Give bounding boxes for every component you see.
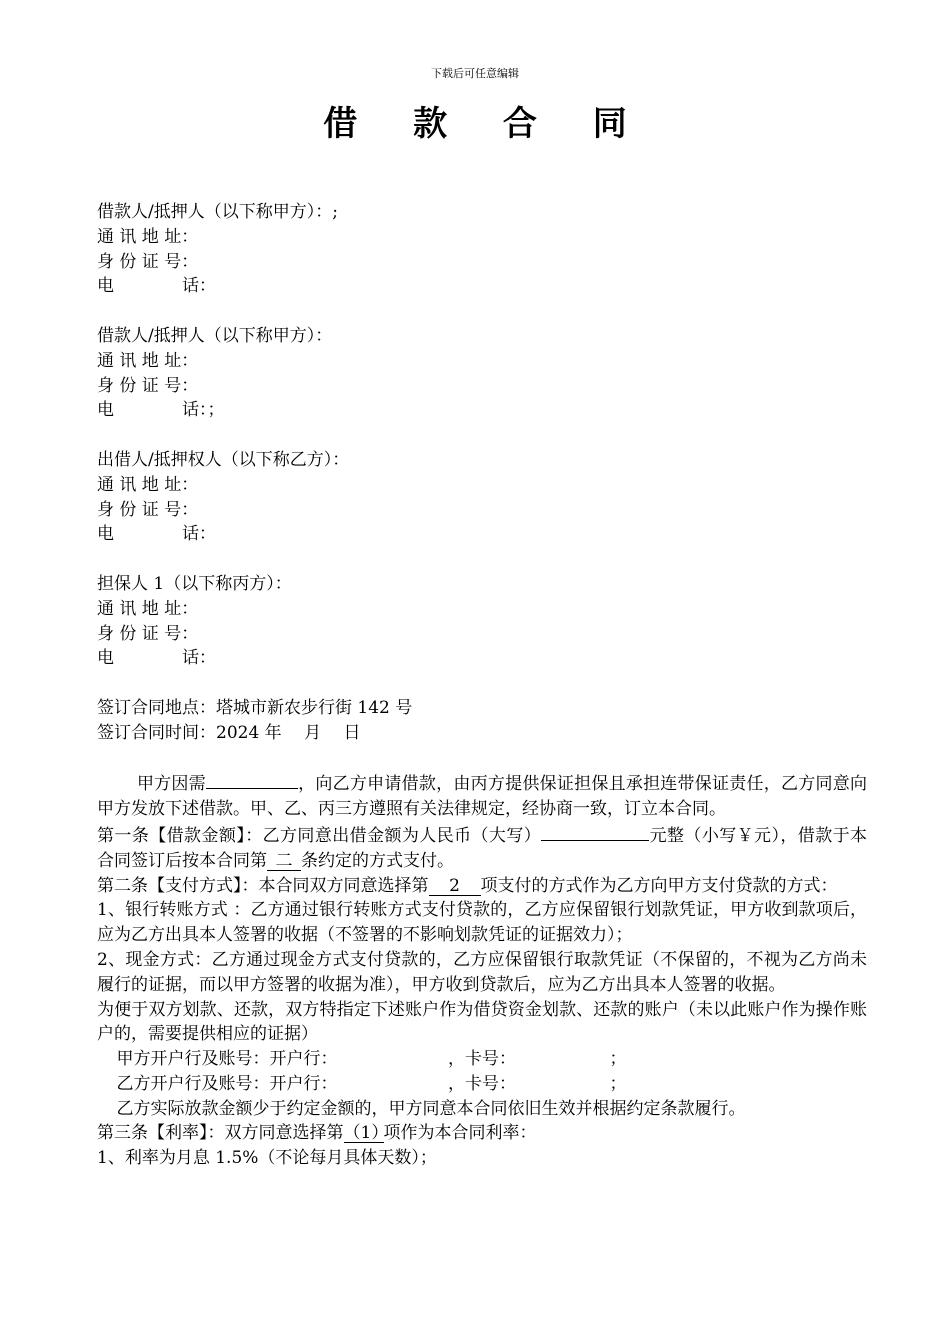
article-3-item-1: 1、利率为月息 1.5%（不论每月具体天数）； (97, 1148, 437, 1169)
article-2 (97, 874, 867, 899)
party-c-section (97, 572, 867, 671)
account-b: 乙方开户行及账号：开户行： ，卡号： ； (116, 1073, 627, 1094)
article-3 (97, 1121, 867, 1146)
phone-label-end: 话： (182, 648, 216, 669)
article-2-text-a: 第二条【支付方式】：本合同双方同意选择第 (97, 875, 429, 896)
article-2-text-b: 项支付的方式作为乙方向甲方支付贷款的方式： (480, 875, 838, 896)
party-a2-section (97, 324, 867, 423)
phone-label-start: 电 (97, 400, 114, 421)
party-a2-address-label: 通 讯 地 址： (97, 350, 199, 371)
party-c-address-label: 通 讯 地 址： (97, 598, 199, 619)
party-b-section (97, 448, 867, 547)
contract-body (97, 200, 867, 1171)
article-3-text-b: 项作为本合同利率： (383, 1123, 537, 1144)
signing-time: 签订合同时间：2024 年 月 日 (97, 722, 361, 743)
article-number-field: 二 (267, 852, 301, 871)
party-a2-phone-row (97, 398, 867, 423)
article-2-note: 乙方实际放款金额少于约定金额的，甲方同意本合同依旧生效并根据约定条款履行。 (116, 1098, 746, 1119)
header-note: 下载后可任意编辑 (431, 67, 519, 80)
article-1 (97, 822, 867, 874)
article-1-text-a: 第一条【借款金额】：乙方同意出借金额为人民币（大写） (97, 825, 542, 846)
phone-label-start: 电 (97, 276, 114, 297)
account-a: 甲方开户行及账号：开户行： ，卡号： ； (116, 1049, 627, 1070)
article-1-text-b: 元整（小写￥ (649, 825, 755, 846)
phone-label-start: 电 (97, 648, 114, 669)
payment-choice-field: 2 (429, 877, 481, 896)
amount-capital-blank (541, 822, 649, 841)
phone-label-start: 电 (97, 524, 114, 545)
article-2-item-1: 1、银行转账方式 ：乙方通过银行转账方式支付贷款的，乙方应保留银行划款凭证，甲方收到款项后，应为乙方出具本人签署的收据（不签署的不影响划款凭证的证据效力）； (97, 900, 867, 946)
party-c-phone-row (97, 646, 867, 671)
article-1-text-c: 元），借款于本合同签订后按本合同第 (97, 825, 868, 871)
party-a1-id-label: 身 份 证 号： (97, 251, 199, 272)
article-3-text-a: 第三条【利率】：双方同意选择第 (97, 1123, 344, 1144)
party-c-heading: 担保人 1（以下称丙方）： (97, 573, 292, 594)
phone-label-end: 话： (182, 276, 216, 297)
purpose-blank (206, 770, 298, 789)
party-a2-id-label: 身 份 证 号： (97, 375, 199, 396)
rate-choice-field: （1） (343, 1123, 389, 1144)
party-b-phone-row (97, 522, 867, 547)
intro-paragraph (97, 770, 867, 822)
signing-place: 签订合同地点：塔城市新农步行街 142 号 (97, 697, 413, 718)
phone-label-end: 话： (182, 524, 216, 545)
party-b-id-label: 身 份 证 号： (97, 499, 199, 520)
signing-section (97, 696, 867, 746)
party-a1-phone-row (97, 274, 867, 299)
party-a1-heading: 借款人/抵押人（以下称甲方）：; (97, 202, 338, 222)
phone-label-end: 话： (182, 400, 208, 421)
party-a2-heading: 借款人/抵押人（以下称甲方）： (97, 325, 333, 346)
party-b-address-label: 通 讯 地 址： (97, 474, 199, 495)
intro-text-start: 甲方因需 (136, 774, 206, 795)
party-a1-section (97, 200, 867, 299)
article-2-item-2: 2、现金方式：乙方通过现金方式支付贷款的，乙方应保留银行取款凭证（不保留的，不视为乙方尚未履行的证据，而以甲方签署的收据为准），甲方收到贷款后，应为乙方出具本人签署的收据。 (97, 949, 867, 995)
party-c-id-label: 身 份 证 号： (97, 623, 199, 644)
accounts-intro: 为便于双方划款、还款，双方特指定下述账户作为借贷资金划款、还款的账户（未以此账户作为操作账户的，需要提供相应的证据） (97, 999, 867, 1045)
party-a2-phone-value: ； (207, 400, 225, 421)
article-1-text-d: 条约定的方式支付。 (301, 850, 454, 871)
party-a1-address-label: 通 讯 地 址： (97, 226, 199, 247)
party-b-heading: 出借人/抵押权人（以下称乙方）： (97, 449, 350, 470)
intro-text-end: ，向乙方申请借款，由丙方提供保证担保且承担连带保证责任，乙方同意向甲方发放下述借款。甲、乙、丙三方遵照有关法律规定，经协商一致，订立本合同。 (97, 774, 868, 820)
page-title: 借 款 合 同 (323, 104, 649, 144)
